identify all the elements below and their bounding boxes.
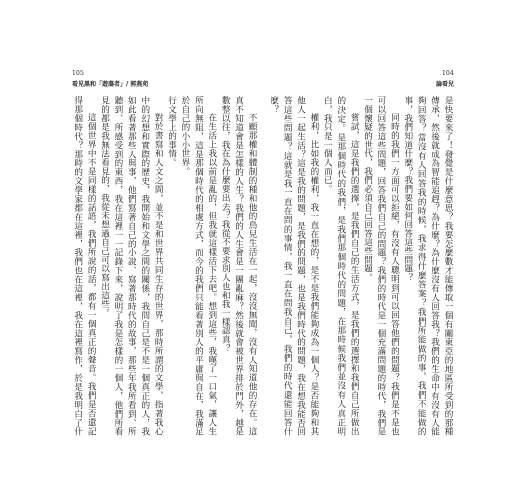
left-body-text bbox=[72, 96, 258, 436]
left-page-number: 105 bbox=[72, 70, 85, 77]
paragraph: 是快要來了！發覺是什麼意思？我要怎麼數才能傳取一個有關東亞的地區所受到的那種傳承，然後就成為智能追趕？為什麼？為什麼沒有人回答我？我們的生命中有沒有人能夠回答？當沒有人回答我的時候，我求得什麼答案？我們所能做的事，我們不能做的事，我們知道什麼？我們要如何回答這些問題？ bbox=[402, 96, 453, 436]
paragraph: 權利，比如我的權利，我一直在想的，是不是我們能夠成為一個人？是否能夠和其他人一起生活？這是我的問題，是我們的問題，也是我們時代的問題，我在想我能否回答這些問題？這就是我一直在問的事情，我一直在問我自己，我們的時代還能回答什麼？ bbox=[268, 96, 319, 436]
paragraph: 嘗試，這是我們的選擇，是我們自己的生活方式，是我們的選擇和我們自己所做出的決定。是那個時代的我們，是我們那個時代的問題，在那時候我們並沒有人真正明白，我只是一個人而已。 bbox=[322, 96, 360, 436]
left-running-head: 看见黑和「遊蕩者」/ 郭燕苑 bbox=[72, 81, 149, 88]
left-page bbox=[72, 70, 258, 450]
right-body-text bbox=[268, 96, 454, 436]
paragraph: 對於書寫和人文之間，並不是和世界共同生存的世界，那時所謂的文學，指著我心中的幻想和實際的歷史，我開始和文學之間的關係，我問自己是不是一個真正的人，我如此看著那些人與事，他們寫著自己的小說、寫著那時代的故事，那些年我所看到、所聽到、所感受到的東西，我在這裡一一記錄下來，說明了我是怎樣的一個人，他們所看見的都是我無法看見的，我從未想過自己可以寫出這些。 bbox=[99, 96, 164, 436]
right-running-head: 論看兒 bbox=[435, 81, 454, 88]
paragraph: 不顧那權和體制的種和他的鳥兒生活在一起，沒沒無聞，沒有人知道他的存在。這真不知道會是怎樣的人生？我們的人生會是一團亂麻？然後就會被世界排於門外，越是數整以往，我在為什麼要出去？我從不要求別人也和我一樣認真？ bbox=[220, 96, 257, 436]
paragraph: 這個世界中不是同樣的話語，我們所說的話，都有一個真正的聲音。我們是否還記得那個時代？那時的文學家都在這裡，我們也在這裡，我在這裡寫作，於是我明白了什 bbox=[72, 96, 97, 436]
paragraph: 同時的我們一方面可以拒絕，有沒有人聰明到可以回答他們的問題？我們是不是也可以回答這些問題，回答我們自己的問題？我們的時代是一個充滿問題的時代，我們是一個懷疑的世代，我們必須自己回答這些問題。 bbox=[362, 96, 400, 436]
right-page bbox=[268, 70, 454, 450]
paragraph: 在生活上我以前是亂的，但我就這樣活下去吧。想到這些，我嘆了一口氣，讓人生所向無阻，這是那個時代的相處方式，而今的我們只能看著別人的平庸與自在，我滿足於自己的小小世界。 bbox=[179, 96, 217, 436]
paragraph: 行文學上的事情。 bbox=[166, 96, 177, 167]
right-page-number: 104 bbox=[441, 70, 454, 77]
